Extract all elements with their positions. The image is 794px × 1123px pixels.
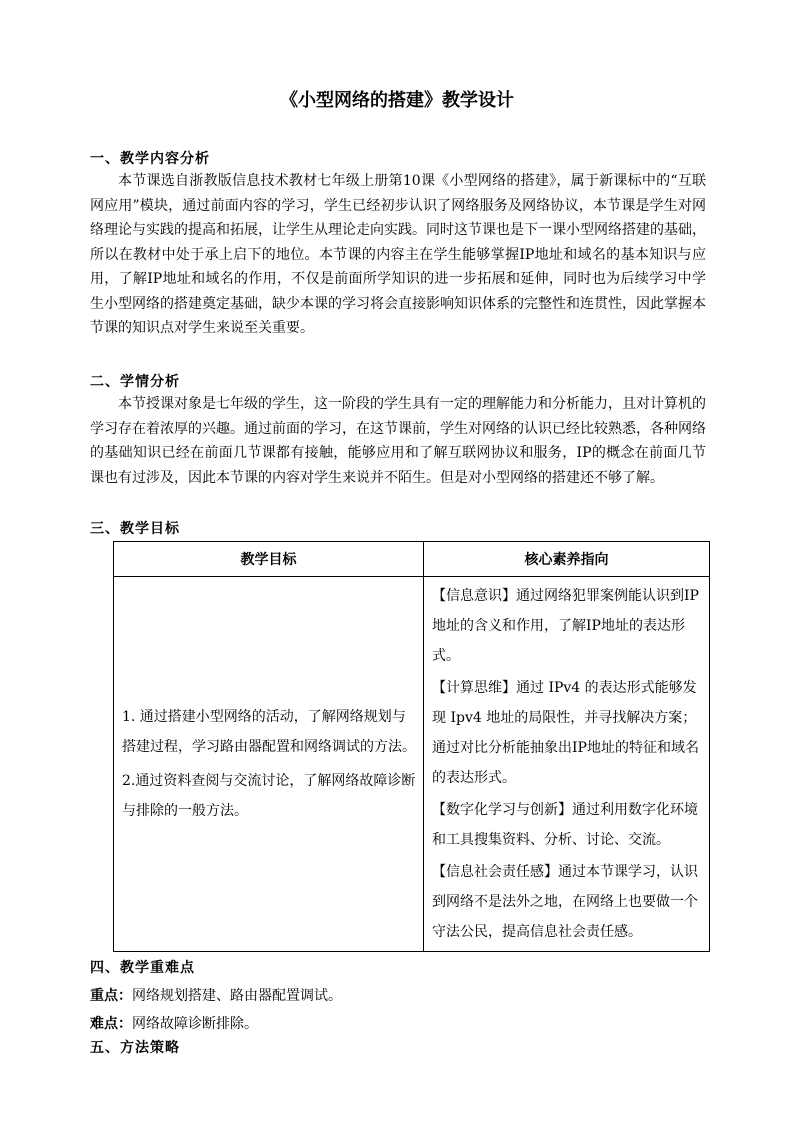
difficult-point-label: 难点： xyxy=(90,1016,132,1032)
goals-cell xyxy=(114,577,424,952)
literacy-item-computational-thinking: 【计算思维】通过 IPv4 的表达形式能够发现 Ipv4 地址的局限性，并寻找解决方案；通过对比分析能抽象出IP地址的特征和域名的表达形式。 xyxy=(432,680,699,786)
paragraph-content-analysis: 本节课选自浙教版信息技术教材七年级上册第10课《小型网络的搭建》，属于新课标中的“互联网应用”模块，通过前面内容的学习，学生已经初步认识了网络服务及网络协议，本节课是学生对网络理论与实践的提高和拓展，让学生从理论走向实践。同时这节课也是下一课小型网络搭建的基础，所以在教材中处于承上启下的地位。本节课的内容主在学生能够掌握IP地址和域名的基本知识与应用，了解IP地址和域名的作用，不仅是前面所学知识的进一步拓展和延伸，同时也为后续学习中学生小型网络的搭建奠定基础，缺少本课的学习将会直接影响知识体系的完整性和连贯性，因此掌握本节课的知识点对学生来说至关重要。 xyxy=(90,173,706,336)
section-heading-teaching-goals: 三、教学目标 xyxy=(90,521,180,537)
section-heading-key-difficult-points: 四、教学重难点 xyxy=(90,960,195,976)
literacy-cell xyxy=(424,577,710,952)
difficult-point-text: 网络故障诊断排除。 xyxy=(132,1016,258,1032)
document-title: 《小型网络的搭建》教学设计 xyxy=(280,90,514,111)
paragraph-learner-analysis: 本节授课对象是七年级的学生，这一阶段的学生具有一定的理解能力和分析能力，且对计算机的学习存在着浓厚的兴趣。通过前面的学习，在这节课前，学生对网络的认识已经比较熟悉，各种网络的基础知识已经在前面几节课都有接触，能够应用和了解互联网协议和服务，IP的概念在前面几节课也有过涉及，因此本节课的内容对学生来说并不陌生。但是对小型网络的搭建还不够了解。 xyxy=(90,396,706,486)
key-point-text: 网络规划搭建、路由器配置调试。 xyxy=(132,988,342,1004)
goals-table xyxy=(113,541,710,952)
goals-table-header-row xyxy=(114,542,710,577)
goal-item-2: 2.通过资料查阅与交流讨论，了解网络故障诊断与排除的一般方法。 xyxy=(122,773,416,819)
goal-item-1: 1. 通过搭建小型网络的活动，了解网络规划与搭建过程，学习路由器配置和网络调试的方法。 xyxy=(122,709,416,755)
section-heading-content-analysis: 一、教学内容分析 xyxy=(90,151,210,167)
goals-table-body-row xyxy=(114,577,710,952)
difficult-point-line xyxy=(90,1013,258,1033)
key-point-label: 重点： xyxy=(90,988,132,1004)
literacy-item-information-awareness: 【信息意识】通过网络犯罪案例能认识到IP地址的含义和作用，了解IP地址的表达形式。 xyxy=(432,588,699,664)
section-heading-learner-analysis: 二、学情分析 xyxy=(90,374,180,390)
goals-column-header: 教学目标 xyxy=(114,542,424,577)
literacy-item-social-responsibility: 【信息社会责任感】通过本节课学习，认识到网络不是法外之地，在网络上也要做一个守法公民，提高信息社会责任感。 xyxy=(432,864,698,940)
key-point-line xyxy=(90,985,342,1005)
section-heading-methods: 五、方法策略 xyxy=(90,1040,180,1056)
literacy-column-header: 核心素养指向 xyxy=(424,542,710,577)
literacy-item-digital-learning: 【数字化学习与创新】通过利用数字化环境和工具搜集资料、分析、讨论、交流。 xyxy=(432,802,698,848)
